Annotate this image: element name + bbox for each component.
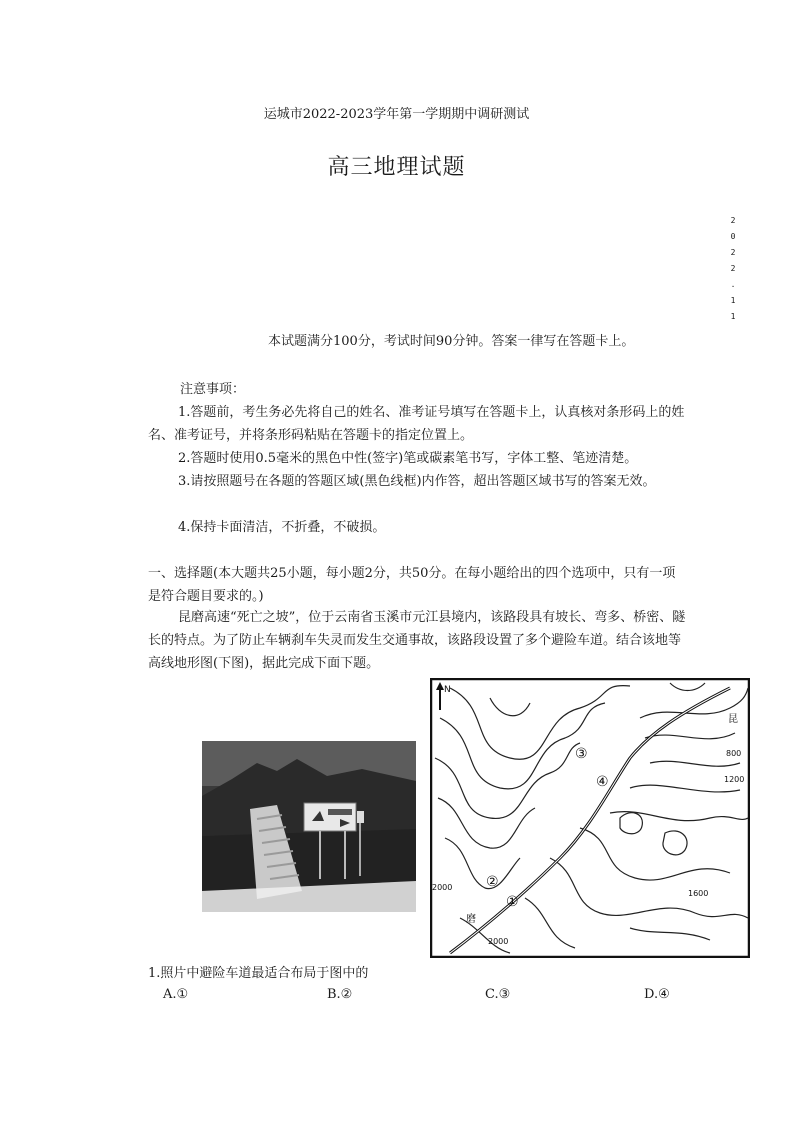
- escape-lane-photo: [202, 741, 416, 912]
- map-point-1: ①: [506, 894, 519, 910]
- side-date-char: 0: [730, 232, 736, 241]
- contour-map: [430, 678, 750, 958]
- side-date-char: 1: [730, 312, 736, 321]
- side-date-char: 1: [730, 296, 736, 305]
- option-d[interactable]: D.④: [644, 987, 670, 1002]
- contour-label: 2000: [488, 937, 509, 946]
- side-date-char: 2: [730, 248, 736, 257]
- note-item: 3.请按照题号在各题的答题区域(黑色线框)内作答，超出答题区域书写的答案无效。: [178, 474, 656, 489]
- map-point-3: ③: [575, 746, 588, 762]
- side-date-stamp: [728, 213, 738, 325]
- question-stem: 1.照片中避险车道最适合布局于图中的: [148, 966, 369, 981]
- contour-label: 800: [726, 749, 742, 758]
- note-item: 4.保持卡面清洁，不折叠，不破损。: [178, 520, 386, 535]
- map-place-label: 昆: [728, 714, 738, 725]
- contour-label: 2000: [432, 883, 453, 892]
- note-item: 2.答题时使用0.5毫米的黑色中性(签字)笔或碳素笔书写，字体工整、笔迹清楚。: [178, 451, 638, 466]
- section-heading: 一、选择题(本大题共25小题，每小题2分，共50分。在每小题给出的四个选项中，只有一项是符合题目要求的。): [148, 566, 676, 604]
- side-date-char: 2: [730, 264, 736, 273]
- map-point-4: ④: [596, 774, 609, 790]
- side-date-char: 2: [730, 216, 736, 225]
- contour-label: 1200: [724, 775, 745, 784]
- option-a[interactable]: A.①: [163, 987, 189, 1002]
- exam-supertitle: 运城市2022-2023学年第一学期期中调研测试: [263, 107, 530, 122]
- exam-title: 高三地理试题: [327, 155, 466, 180]
- option-c[interactable]: C.③: [485, 987, 511, 1002]
- option-b[interactable]: B.②: [327, 987, 353, 1002]
- map-place-label: 磨: [466, 914, 476, 925]
- map-point-2: ②: [486, 874, 499, 890]
- north-arrow-label: N: [444, 685, 451, 695]
- side-date-char: .: [730, 280, 736, 289]
- notes-heading: 注意事项：: [180, 382, 246, 397]
- passage-text: 昆磨高速“死亡之坡”，位于云南省玉溪市元江县境内，该路段具有坡长、弯多、桥密、隧长的特点。为了防止车辆刹车失灵而发生交通事故，该路段设置了多个避险车道。结合该地等高线地形图(下图)，据此完成下面下题。: [148, 610, 686, 671]
- contour-label: 1600: [688, 889, 709, 898]
- note-item: 1.答题前，考生务必先将自己的姓名、准考证号填写在答题卡上，认真核对条形码上的姓名、准考证号，并将条形码粘贴在答题卡的指定位置上。: [148, 405, 685, 443]
- exam-intro: 本试题满分100分，考试时间90分钟。答案一律写在答题卡上。: [268, 334, 635, 349]
